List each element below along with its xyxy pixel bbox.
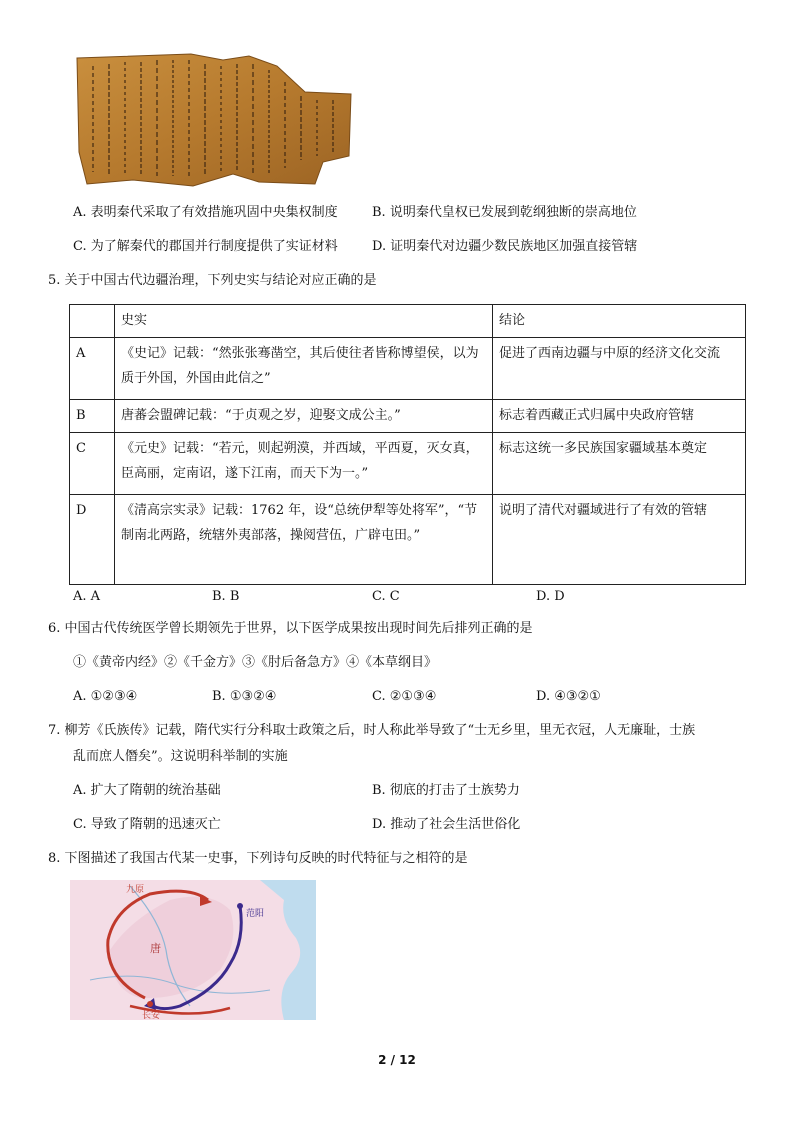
map-label-top: 九原 xyxy=(126,885,145,895)
q6-stem: 6. 中国古代传统医学曾长期领先于世界，以下医学成果按出现时间先后排列正确的是 xyxy=(48,621,533,636)
row-conclusion: 促进了西南边疆与中原的经济文化交流 xyxy=(493,338,746,400)
q7-stem-line2: 乱而庶人僭矣”。这说明科举制的实施 xyxy=(73,749,288,764)
q4-option-d[interactable]: D. 证明秦代对边疆少数民族地区加强直接管辖 xyxy=(372,239,638,254)
row-conclusion: 说明了清代对疆域进行了有效的管辖 xyxy=(493,495,746,585)
q6-option-c[interactable]: C. ②①③④ xyxy=(372,689,437,704)
row-label: D xyxy=(70,495,115,585)
tang-campaign-map xyxy=(70,880,316,1020)
row-label: A xyxy=(70,338,115,400)
table-row xyxy=(70,433,746,495)
q6-option-d[interactable]: D. ④③②① xyxy=(536,689,601,704)
q5-option-a[interactable]: A. A xyxy=(73,589,101,604)
row-fact: 《元史》记载：“若元，则起朔漠，并西域，平西夏，灭女真，臣高丽，定南诏，遂下江南，而天下为一。” xyxy=(115,433,493,495)
q5-option-b[interactable]: B. B xyxy=(212,589,240,604)
row-label: C xyxy=(70,433,115,495)
q7-option-b[interactable]: B. 彻底的打击了士族势力 xyxy=(372,783,520,798)
row-conclusion: 标志这统一多民族国家疆域基本奠定 xyxy=(493,433,746,495)
q6-option-a[interactable]: A. ①②③④ xyxy=(73,689,138,704)
row-fact: 唐蕃会盟碑记载：“于贞观之岁，迎娶文成公主。” xyxy=(115,400,493,433)
q4-option-a[interactable]: A. 表明秦代采取了有效措施巩固中央集权制度 xyxy=(73,205,338,220)
table-row xyxy=(70,338,746,400)
q6-option-b[interactable]: B. ①③②④ xyxy=(212,689,277,704)
q7-option-a[interactable]: A. 扩大了隋朝的统治基础 xyxy=(73,783,221,798)
map-label-center: 唐 xyxy=(150,942,161,955)
q5-stem: 5. 关于中国古代边疆治理，下列史实与结论对应正确的是 xyxy=(48,273,377,288)
q5-option-d[interactable]: D. D xyxy=(536,589,565,604)
q5-option-c[interactable]: C. C xyxy=(372,589,400,604)
table-row xyxy=(70,495,746,585)
map-label-bottom: 长安 xyxy=(142,1011,161,1020)
q6-items: ①《黄帝内经》②《千金方》③《肘后备急方》④《本草纲目》 xyxy=(73,655,438,670)
q5-history-table xyxy=(69,304,746,585)
table-header-conclusion: 结论 xyxy=(493,305,746,338)
q4-option-b[interactable]: B. 说明秦代皇权已发展到乾纲独断的崇高地位 xyxy=(372,205,637,220)
row-conclusion: 标志着西藏正式归属中央政府管辖 xyxy=(493,400,746,433)
q8-stem: 8. 下图描述了我国古代某一史事，下列诗句反映的时代特征与之相符的是 xyxy=(48,851,468,866)
row-label: B xyxy=(70,400,115,433)
q4-option-c[interactable]: C. 为了解秦代的郡国并行制度提供了实证材料 xyxy=(73,239,338,254)
q7-option-d[interactable]: D. 推动了社会生活世俗化 xyxy=(372,817,521,832)
table-row xyxy=(70,400,746,433)
table-header-row xyxy=(70,305,746,338)
table-header-blank xyxy=(70,305,115,338)
q7-option-c[interactable]: C. 导致了隋朝的迅速灭亡 xyxy=(73,817,221,832)
row-fact: 《史记》记载：“然张张骞凿空，其后使往者皆称博望侯，以为质于外国，外国由此信之” xyxy=(115,338,493,400)
row-fact: 《清高宗实录》记载：1762 年，设“总统伊犁等处将军”，“节制南北两路，统辖外夷部落，操阅营伍，广辟屯田。” xyxy=(115,495,493,585)
map-label-right: 范阳 xyxy=(246,909,265,919)
q7-stem-line1: 7. 柳芳《氏族传》记载，隋代实行分科取士政策之后，时人称此举导致了“士无乡里，里无衣冠，人无廉耻，士族 xyxy=(48,723,696,738)
table-header-fact: 史实 xyxy=(115,305,493,338)
page-number: 2 / 12 xyxy=(378,1053,416,1067)
qin-slip-photo xyxy=(73,52,353,187)
